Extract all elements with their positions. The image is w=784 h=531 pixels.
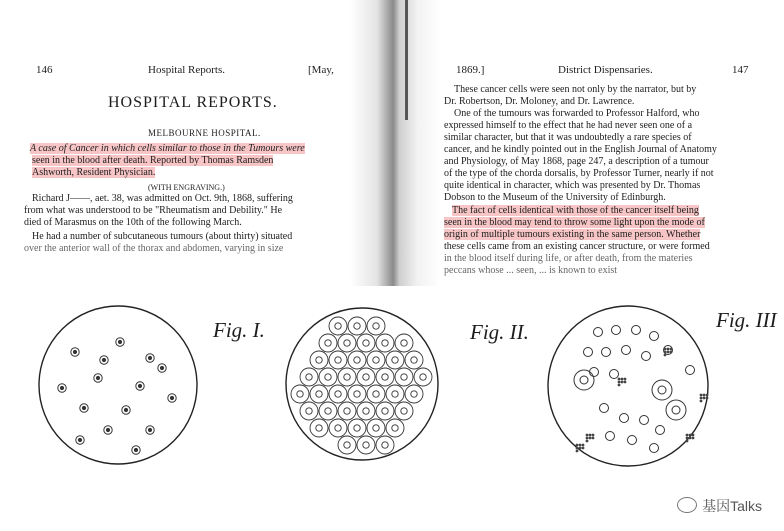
cell: [579, 447, 582, 450]
highlighted-line: The fact of cells identical with those of the cancer itself being: [452, 205, 699, 216]
highlighted-line: seen in the blood may tend to throw some light upon the mode of: [444, 217, 705, 228]
cell: [60, 386, 63, 389]
cell: [703, 394, 706, 397]
engraving-note: (WITH ENGRAVING.): [148, 183, 225, 192]
cell: [700, 397, 703, 400]
cell: [624, 378, 627, 381]
cell: [664, 354, 667, 357]
left-running-date: [May,: [308, 64, 334, 76]
cell: [624, 381, 627, 384]
text-line: over the anterior wall of the thorax and abdomen, varying in size: [24, 243, 284, 254]
cell: [586, 434, 589, 437]
cell: [160, 366, 163, 369]
cell: [621, 381, 624, 384]
text-line: Dobson to the Museum of the University of Edinburgh.: [444, 192, 666, 203]
highlighted-line: A case of Cancer in which cells similar to those in the Tumours were: [30, 143, 305, 154]
text-line: from what was understood to be "Rheumatism and Debility." He: [24, 205, 283, 216]
cell: [73, 350, 76, 353]
text-line: Dr. Robertson, Dr. Moloney, and Dr. Lawrence.: [444, 96, 635, 107]
cell: [700, 400, 703, 403]
cell: [170, 396, 173, 399]
text-line: and Physiology, of May 1868, page 247, a description of a tumour: [444, 156, 709, 167]
right-page-number: 147: [732, 64, 749, 76]
figure-plate: [0, 290, 784, 526]
text-line: One of the tumours was forwarded to Professor Halford, who: [454, 108, 700, 119]
hospital-subheading: MELBOURNE HOSPITAL.: [148, 128, 261, 138]
fig-1-label: Fig. I.: [213, 318, 265, 342]
figure-drawings: [0, 290, 784, 526]
cell: [576, 447, 579, 450]
right-page: [440, 0, 760, 286]
text-line: expressed himself to the effect that he had never seen one of a: [444, 120, 693, 131]
cell: [621, 378, 624, 381]
cell: [670, 351, 673, 354]
cell: [706, 394, 709, 397]
cell: [586, 440, 589, 443]
text-line: in the blood itself during life, or after death, from the materies: [444, 253, 693, 264]
cell: [106, 428, 109, 431]
book-gutter: [350, 0, 440, 286]
cell: [576, 444, 579, 447]
cell: [118, 340, 121, 343]
cell: [618, 378, 621, 381]
text-line: Richard J——, aet. 38, was admitted on Oct. 9th, 1868, suffering: [32, 193, 293, 204]
fig-2-circle: [286, 308, 438, 460]
cell: [592, 437, 595, 440]
text-line: these cells came from an existing cancer structure, or were formed: [444, 241, 710, 252]
fig-3-label: Fig. III: [716, 308, 777, 332]
cell: [589, 434, 592, 437]
cell: [138, 384, 141, 387]
left-page: [20, 0, 350, 286]
cell: [124, 408, 127, 411]
report-heading: HOSPITAL REPORTS.: [108, 94, 278, 111]
cell: [667, 351, 670, 354]
cell: [686, 440, 689, 443]
cell: [579, 444, 582, 447]
cell: [689, 434, 692, 437]
fig-2-label: Fig. II.: [470, 320, 529, 344]
fig-3-circle: [548, 306, 708, 466]
cell: [700, 394, 703, 397]
highlighted-line: origin of multiple tumours existing in the same person. Whether: [444, 229, 701, 240]
watermark: [677, 496, 762, 516]
cell: [82, 406, 85, 409]
right-running-date: 1869.]: [456, 64, 485, 76]
cell: [686, 437, 689, 440]
text-line: died of Marasmus on the 10th of the following March.: [24, 217, 242, 228]
cell: [703, 397, 706, 400]
text-line: quite identical in character, which was presented by Dr. Thomas: [444, 180, 701, 191]
cell: [689, 437, 692, 440]
right-running-title: District Dispensaries.: [558, 64, 653, 76]
text-line: These cancer cells were seen not only by the narrator, but by: [454, 84, 697, 95]
text-line: similar character, but that it was undoubtedly a rare species of: [444, 132, 692, 143]
cell: [664, 351, 667, 354]
cell: [586, 437, 589, 440]
text-line: cancer, and he kindly pointed out in the English Journal of Anatomy: [444, 144, 717, 155]
cell: [134, 448, 137, 451]
cell: [78, 438, 81, 441]
cell: [664, 348, 667, 351]
cell: [582, 447, 585, 450]
cell: [670, 348, 673, 351]
cell: [589, 437, 592, 440]
text-line: of the type of the chorda dorsalis, by Professor Turner, nearly if not: [444, 168, 714, 179]
cell: [692, 437, 695, 440]
cell: [592, 434, 595, 437]
fig-1-circle: [39, 306, 197, 464]
cell: [692, 434, 695, 437]
left-page-number: 146: [36, 64, 53, 76]
cell: [102, 358, 105, 361]
highlighted-line: seen in the blood after death. Reported by Thomas Ramsden: [32, 155, 274, 166]
cell: [618, 384, 621, 387]
wechat-icon: [677, 497, 697, 513]
highlighted-line: Ashworth, Resident Physician.: [32, 167, 156, 178]
watermark-text: 基因Talks: [702, 498, 762, 514]
cell: [582, 444, 585, 447]
cell: [667, 348, 670, 351]
cell: [706, 397, 709, 400]
book-gutter-crease: [405, 0, 408, 120]
cell: [148, 356, 151, 359]
text-line: He had a number of subcutaneous tumours (about thirty) situated: [32, 231, 293, 242]
cell: [96, 376, 99, 379]
cell: [686, 434, 689, 437]
left-running-title: Hospital Reports.: [148, 64, 225, 76]
cell: [618, 381, 621, 384]
cell: [148, 428, 151, 431]
cell: [576, 450, 579, 453]
text-line: peccans whose ... seen, ... is known to exist: [444, 265, 618, 276]
